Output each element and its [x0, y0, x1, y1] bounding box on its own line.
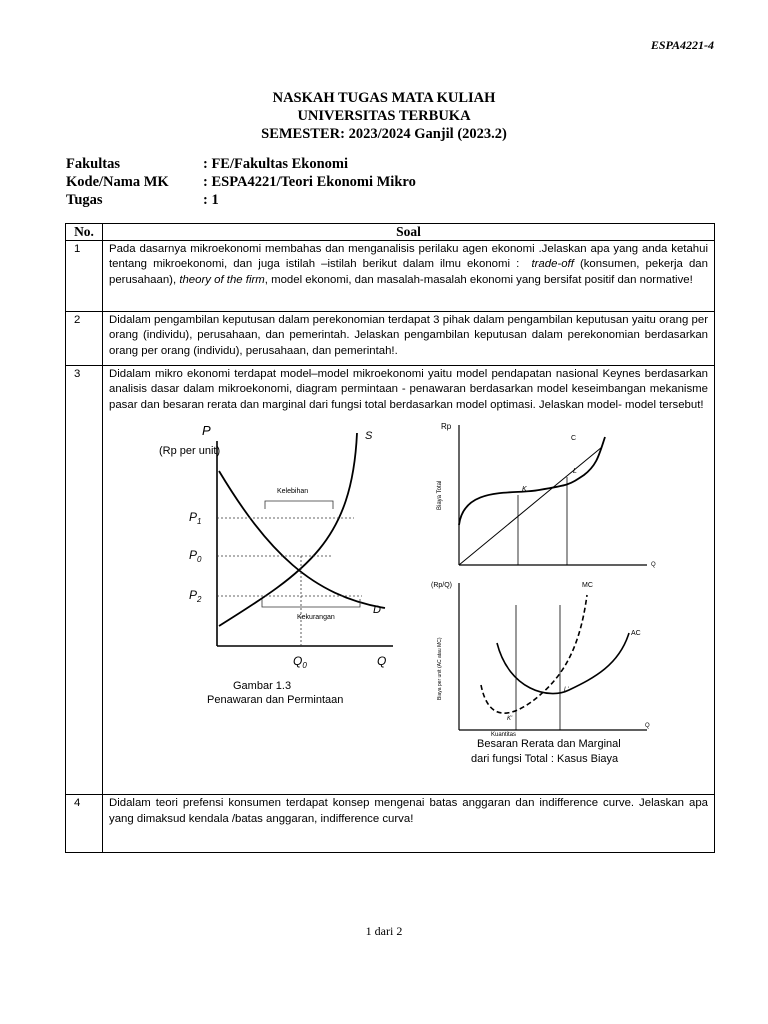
question-text: Didalam pengambilan keputusan dalam perekonomian terdapat 3 pihak dalam pengambilan keputusan yaitu orang per orang (individu), perusahaan, dan pemerintah. Jelaskan pengambilan keputusan dalam perekonomian berdasarkan orang per orang (individu), perusahaan, dan pemerintah!. — [103, 312, 715, 366]
question-number: 1 — [66, 241, 103, 312]
question-text: Didalam teori prefensi konsumen terdapat konsep mengenai batas anggaran dan indifference curve. Jelaskan apa yang dimaksud kendala /batas anggaran, indifference curva! — [103, 795, 715, 853]
question-row-3 — [66, 366, 715, 795]
question-row-2 — [66, 312, 715, 366]
surplus-label: Kelebihan — [277, 488, 309, 496]
mc-label: MC — [582, 582, 593, 590]
supply-curve — [219, 433, 357, 626]
l-label: L — [573, 468, 577, 476]
meta-label: Fakultas — [66, 156, 120, 172]
figure-caption-line-1: Besaran Rerata dan Marginal — [477, 738, 621, 751]
question-row-4 — [66, 795, 715, 853]
q0-label: $Q_0$ — [293, 654, 307, 671]
figure-caption-line-2: dari fungsi Total : Kasus Biaya — [471, 753, 619, 766]
mc-curve — [481, 595, 587, 713]
p1-label: $P_1$ — [189, 510, 202, 527]
title-line-2: UNIVERSITAS TERBUKA — [297, 108, 471, 124]
total-cost-curve — [459, 437, 605, 525]
top-y-label: Rp — [441, 422, 452, 432]
c-label: C — [571, 435, 577, 443]
bottom-y-axis-title: Biaya per unit (AC atau MC) — [437, 637, 443, 701]
document-title — [0, 89, 768, 143]
bottom-x-label: Q — [645, 723, 650, 730]
shortage-bracket — [262, 599, 360, 607]
shortage-label: Kekurangan — [297, 614, 335, 622]
question-table — [65, 223, 715, 853]
table-header-row — [66, 224, 715, 241]
figure-caption-line-2: Penawaran dan Permintaan — [207, 694, 344, 707]
meta-label: Kode/Nama MK — [66, 174, 169, 190]
y-axis-title: P — [202, 423, 211, 439]
question-number: 4 — [66, 795, 103, 853]
x-axis-kuantitas: Kuantitas — [491, 732, 517, 739]
k2-label: K' — [507, 716, 513, 723]
figures-area — [109, 413, 708, 793]
meta-row-tugas — [66, 191, 416, 209]
top-x-label: Q — [651, 562, 656, 569]
meta-row-fakultas — [66, 155, 416, 173]
document-code: ESPA4221-4 — [650, 38, 714, 52]
demand-label: D — [373, 604, 381, 617]
x-axis-title: Q — [377, 654, 387, 669]
figure-caption-line-1: Gambar 1.3 — [233, 680, 292, 693]
page-number: 1 dari 2 — [365, 924, 403, 938]
p2-label: $P_2$ — [189, 588, 202, 605]
title-line-1: NASKAH TUGAS MATA KULIAH — [272, 90, 496, 106]
ac-label: AC — [631, 630, 641, 638]
ac-curve — [497, 633, 629, 694]
cost-curves-figure — [419, 415, 679, 775]
surplus-bracket — [265, 501, 333, 509]
bottom-y-label: (Rp/Q) — [431, 582, 452, 590]
meta-label: Tugas — [66, 192, 103, 208]
question-text: Didalam mikro ekonomi terdapat model–model mikroekonomi yaitu model pendapatan nasional Keynes berdasarkan analisis dasar dalam mikroekonomi, diagram permintaan - penawaran berdasarkan model keseimbangan mekanisme pasar dan besaran rerata dan marginal dari fungsi total berdasarkan model optimasi. Jelaskan model- model tersebut! — [109, 368, 708, 411]
l2-label: L' — [564, 687, 569, 694]
supply-label: S — [365, 430, 373, 443]
p0-label: $P_0$ — [189, 548, 202, 565]
k-label: K — [522, 486, 527, 494]
question-number: 2 — [66, 312, 103, 366]
y-axis-unit: (Rp per unit) — [159, 445, 221, 458]
col-soal-header: Soal — [103, 224, 715, 241]
supply-demand-figure — [147, 421, 407, 731]
meta-row-kode — [66, 173, 416, 191]
question-number: 3 — [66, 366, 103, 795]
meta-value: : 1 — [203, 192, 219, 208]
col-no-header: No. — [66, 224, 103, 241]
question-row-1 — [66, 241, 715, 312]
ray-from-origin — [459, 447, 602, 565]
top-y-axis-title: Biaya Total — [437, 480, 443, 511]
question-text: Pada dasarnya mikroekonomi membahas dan menganalisis perilaku agen ekonomi .Jelaskan apa yang anda ketahui tentang mikroekonomi, dan juga istilah –istilah berikut dalam ilmu ekonomi : trade-off (konsumen, pekerja dan perusahaan), theory of the firm, model ekonomi, dan masalah-masalah ekonomi yang bersifat positif dan normative! — [103, 241, 715, 312]
meta-value: : FE/Fakultas Ekonomi — [203, 156, 349, 172]
title-line-3: SEMESTER: 2023/2024 Ganjil (2023.2) — [261, 126, 507, 142]
course-meta — [66, 155, 416, 209]
meta-value: : ESPA4221/Teori Ekonomi Mikro — [203, 174, 416, 190]
